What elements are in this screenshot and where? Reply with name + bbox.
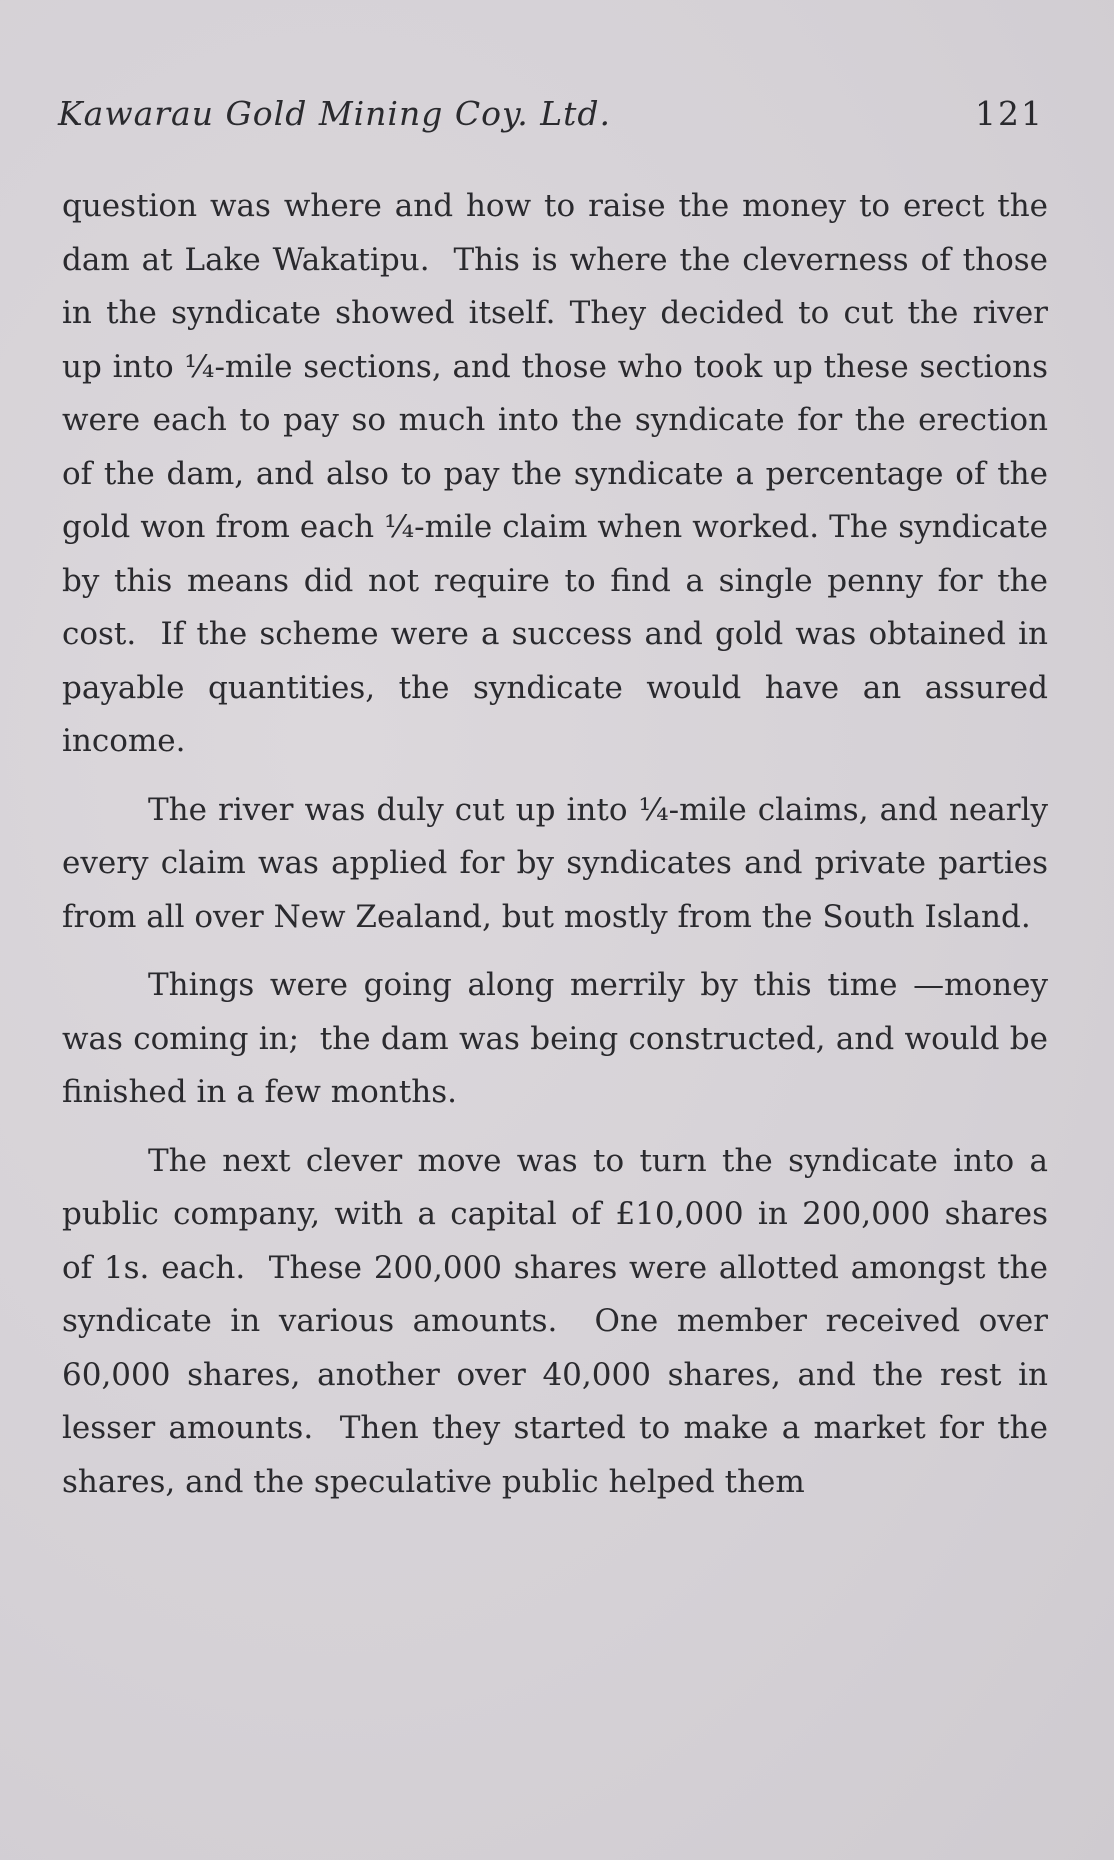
page-number: 121 <box>975 94 1044 133</box>
paragraph-text: The next clever move was to turn the syndicate into a public company, with a capital of £10,000 in 200,000 shares of 1s. each. These 200,000 shares were allotted amongst the syndicate in various amounts. One member received over 60,000 shares, another over 40,000 shares, and the rest in lesser amounts. Then they started to make a market for the shares, and the speculative public helped them <box>62 1142 1058 1500</box>
paragraph-text: question was where and how to raise the money to erect the dam at Lake Wakatipu. This is where the cleverness of those in the syndicate showed itself. They decided to cut the river up into ¼-mile sections, and those who took up these sections were each to pay so much into the syndicate for the erection of the dam, and also to pay the syndicate a percentage of the gold won from each ¼-mile claim when worked. The syndicate by this means did not require to find a single penny for the cost. If the scheme were a success and gold was obtained in payable quantities, the syndicate would have an assured income. <box>62 188 1058 759</box>
paragraph-3 <box>62 959 1058 1120</box>
paragraph-2 <box>62 784 1058 945</box>
paragraph-1 <box>62 180 1058 769</box>
paragraph-text: Things were going along merrily by this time —money was coming in; the dam was being constructed, and would be finished in a few months. <box>62 967 1058 1110</box>
paragraph-4 <box>62 1135 1058 1510</box>
body-text <box>62 180 1058 1509</box>
running-title: Kawarau Gold Mining Coy. Ltd. <box>58 94 612 133</box>
paragraph-text: The river was duly cut up into ¼-mile claims, and nearly every claim was applied for by syndicates and private parties from all over New Zealand, but mostly from the South Island. <box>62 791 1058 935</box>
running-header <box>58 88 1044 140</box>
